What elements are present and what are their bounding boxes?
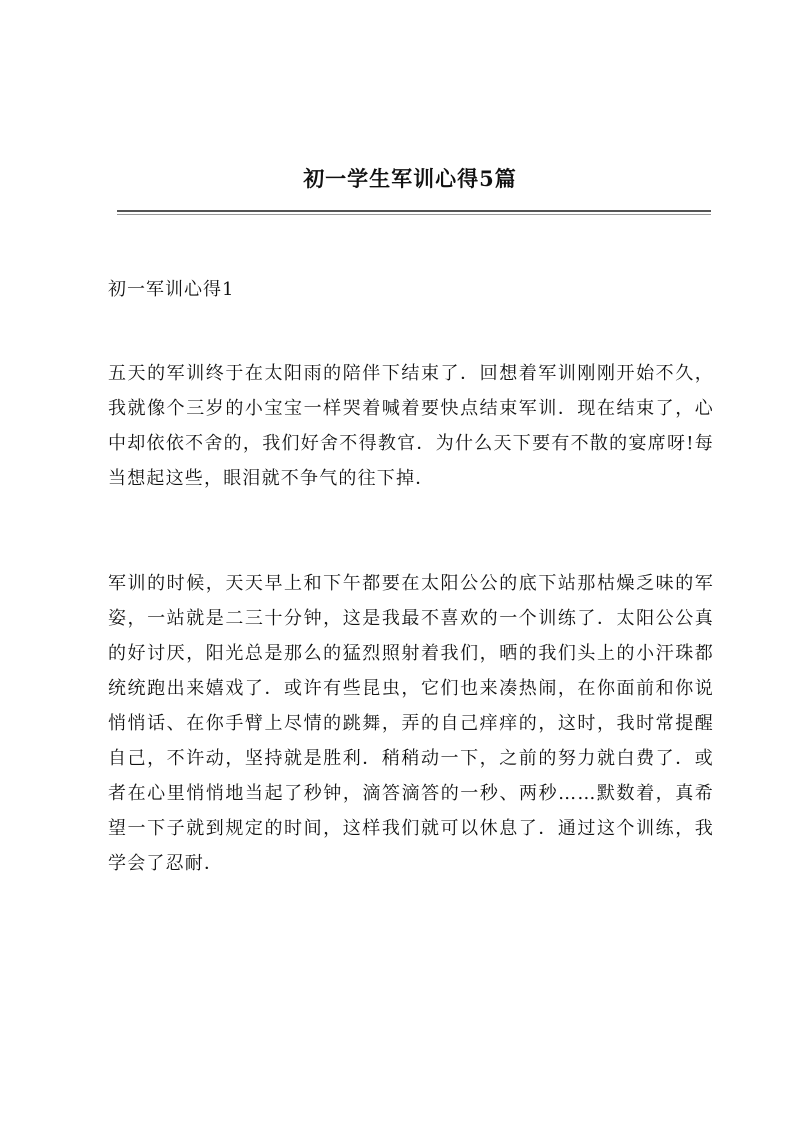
title-divider (117, 210, 711, 212)
paragraph: 军训的时候，天天早上和下午都要在太阳公公的底下站那枯燥乏味的军姿，一站就是二三十分钟，这是我最不喜欢的一个训练了．太阳公公真的好讨厌，阳光总是那么的猛烈照射着我们，晒的我们头上的小汗珠都统统跑出来嬉戏了．或许有些昆虫，它们也来凑热闹，在你面前和你说悄悄话、在你手臂上尽情的跳舞，弄的自己痒痒的，这时，我时常提醒自己，不许动，坚持就是胜利．稍稍动一下，之前的努力就白费了．或者在心里悄悄地当起了秒钟，滴答滴答的一秒、两秒……默数着，真希望一下子就到规定的时间，这样我们就可以休息了．通过这个训练，我学会了忍耐． (108, 573, 714, 874)
section-heading: 初一军训心得1 (108, 279, 235, 300)
document-title: 初一学生军训心得5篇 (303, 166, 517, 191)
paragraph: 五天的军训终于在太阳雨的陪伴下结束了．回想着军训刚刚开始不久，我就像个三岁的小宝宝一样哭着喊着要快点结束军训．现在结束了，心中却依依不舍的，我们好舍不得教官．为什么天下要有不散的宴席呀!每当想起这些，眼泪就不争气的往下掉． (108, 363, 714, 489)
title-divider-underline (117, 214, 711, 215)
